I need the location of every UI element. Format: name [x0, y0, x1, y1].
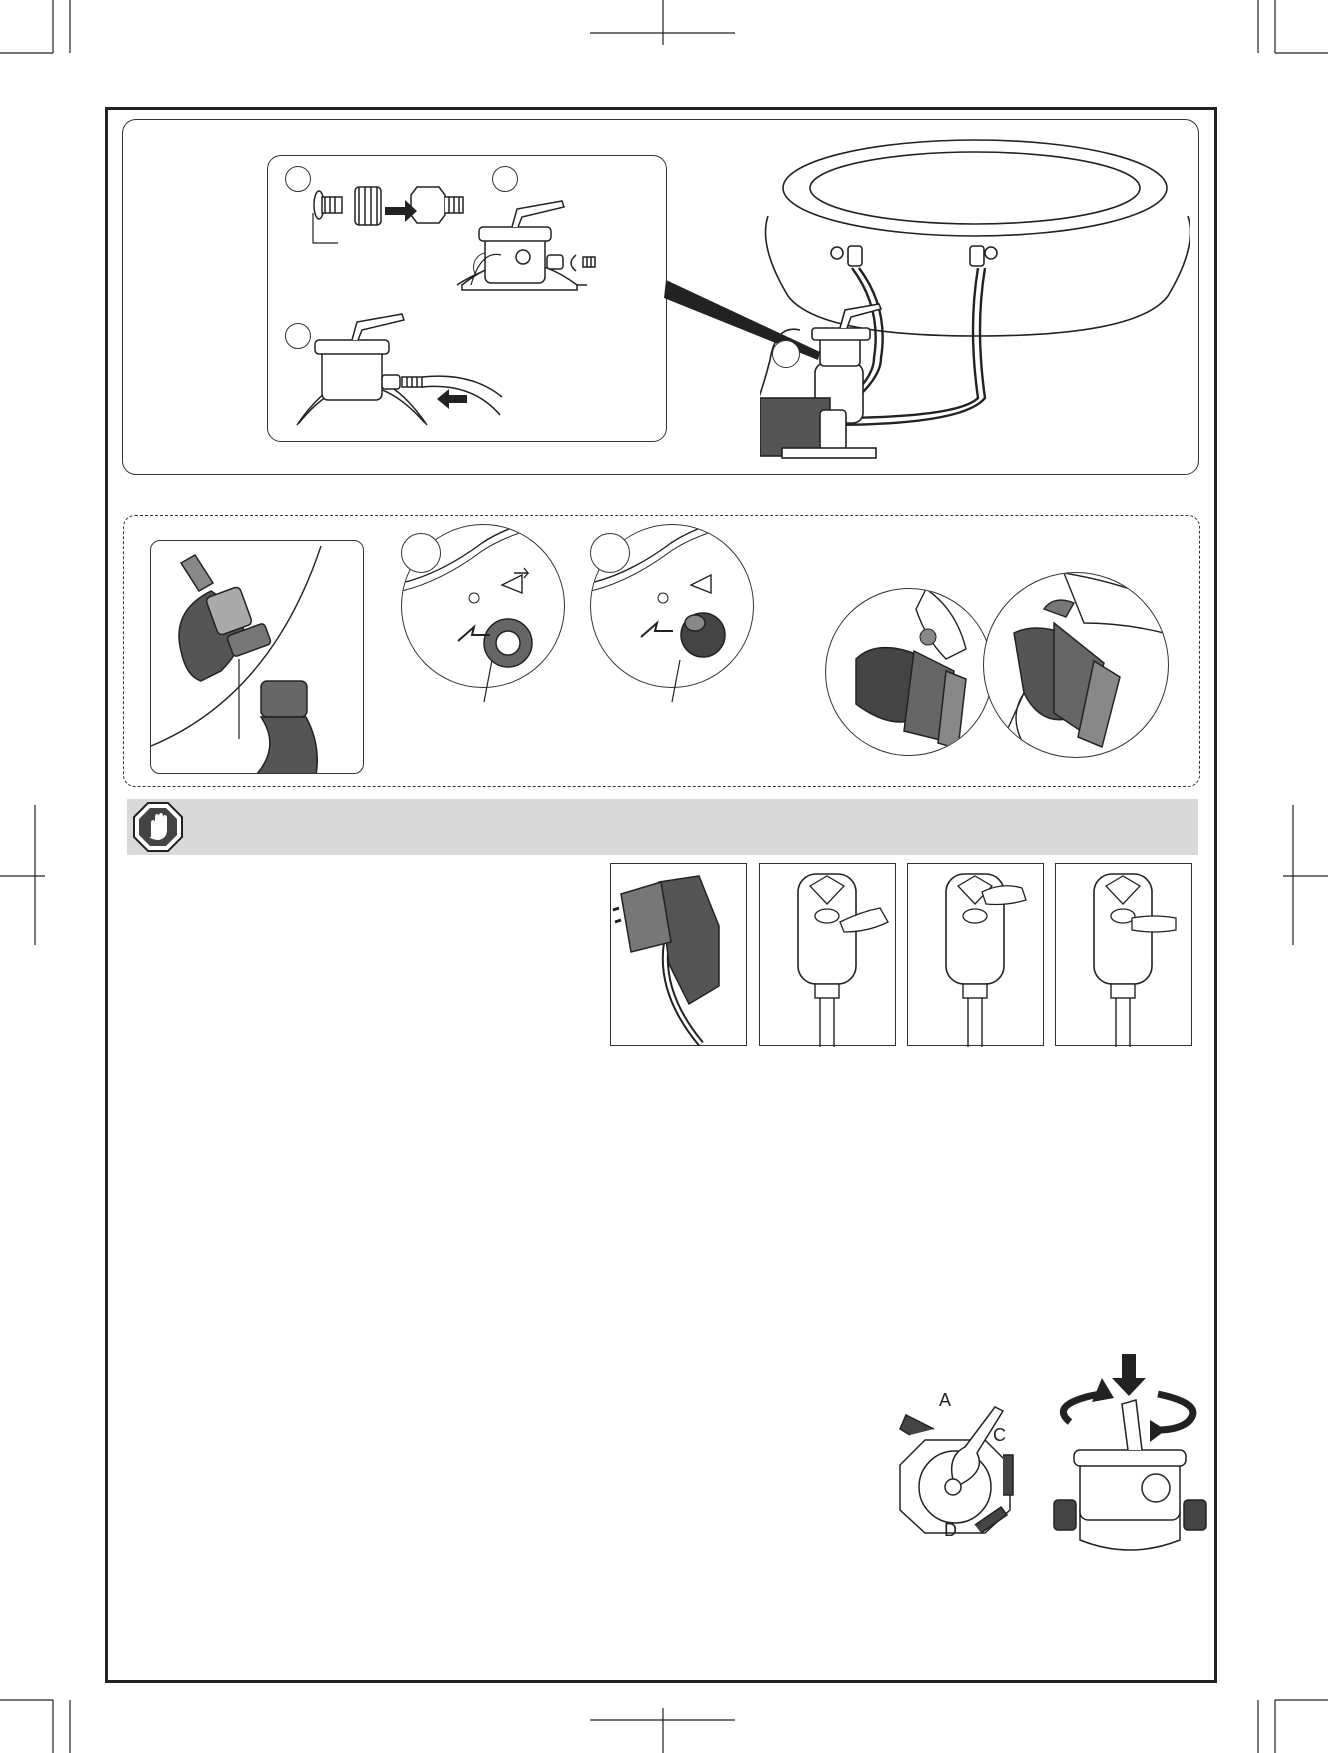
valve-label-c: C — [993, 1425, 1006, 1445]
plug-tile-2 — [759, 863, 896, 1046]
inset-illustrations — [267, 155, 667, 442]
pool-pump-illustration — [760, 128, 1190, 468]
step-a-leader — [480, 660, 510, 705]
stop-hand-icon — [132, 801, 184, 853]
step-circle-pump — [772, 340, 800, 368]
warning-bar — [127, 799, 1198, 855]
valve-top-view — [895, 1395, 1025, 1540]
plug-tile-4 — [1055, 863, 1192, 1046]
valve-label-a: A — [939, 1390, 952, 1410]
valve-rotation-view — [1050, 1350, 1210, 1555]
arrow-left-icon — [437, 389, 467, 409]
hose-adapter-box — [150, 540, 364, 774]
plug-tile-1 — [610, 863, 747, 1046]
push-down-arrow-icon — [1112, 1354, 1146, 1396]
step-circle-a — [401, 533, 441, 573]
plug-tile-3 — [907, 863, 1044, 1046]
valve-label-d: D — [944, 1520, 957, 1540]
step-circle-b — [590, 533, 630, 573]
step-b-leader — [668, 660, 698, 705]
plunger-valve-closeup-1 — [825, 588, 993, 756]
plunger-valve-closeup-2 — [983, 572, 1169, 758]
